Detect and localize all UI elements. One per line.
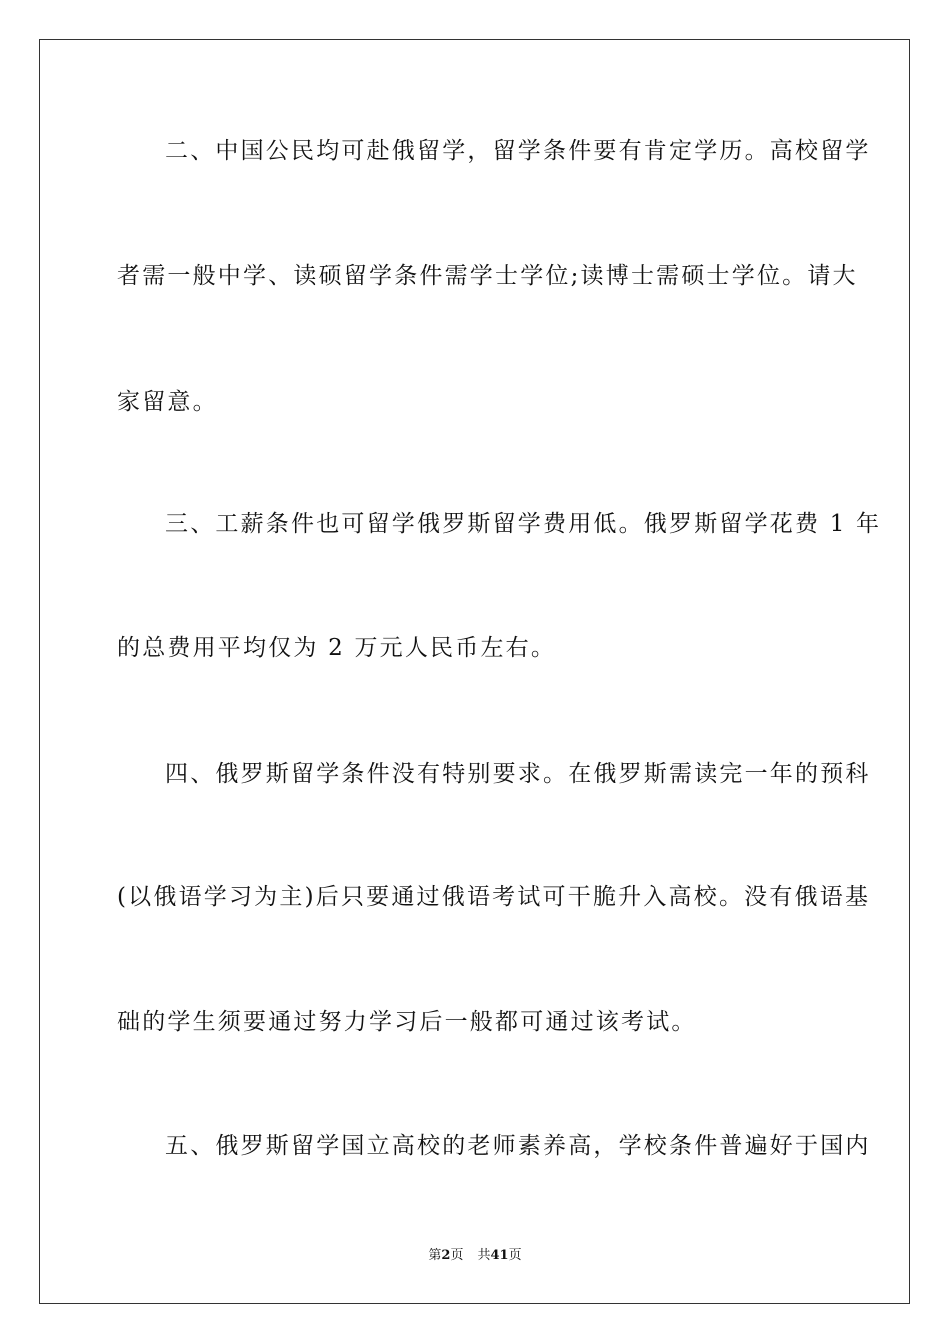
paragraph-3-line-1: 三、工薪条件也可留学俄罗斯留学费用低。俄罗斯留学花费 1 年 — [165, 511, 882, 537]
page-footer — [0, 1246, 950, 1266]
total-suffix: 页 — [508, 1248, 522, 1263]
total-pages: 41 — [490, 1248, 509, 1263]
paragraph-4-line-3: 础的学生须要通过努力学习后一般都可通过该考试。 — [117, 1009, 697, 1035]
paragraph-5-line-1: 五、俄罗斯留学国立高校的老师素养高，学校条件普遍好于国内 — [165, 1133, 871, 1159]
paragraph-4-line-2: (以俄语学习为主)后只要通过俄语考试可干脆升入高校。没有俄语基 — [117, 884, 871, 910]
total-prefix: 共 — [477, 1248, 491, 1263]
paragraph-4-line-1: 四、俄罗斯留学条件没有特别要求。在俄罗斯需读完一年的预科 — [165, 761, 871, 787]
page-number: 2 — [441, 1248, 451, 1263]
paragraph-2-line-1: 二、中国公民均可赴俄留学，留学条件要有肯定学历。高校留学 — [165, 138, 871, 164]
paragraph-2-line-3: 家留意。 — [117, 389, 218, 415]
page-border — [39, 39, 910, 1304]
page-suffix: 页 — [450, 1248, 464, 1263]
paragraph-2-line-2: 者需一般中学、读硕留学条件需学士学位;读博士需硕士学位。请大 — [117, 263, 858, 289]
paragraph-3-line-2: 的总费用平均仅为 2 万元人民币左右。 — [117, 635, 557, 661]
page-prefix: 第 — [428, 1248, 442, 1263]
